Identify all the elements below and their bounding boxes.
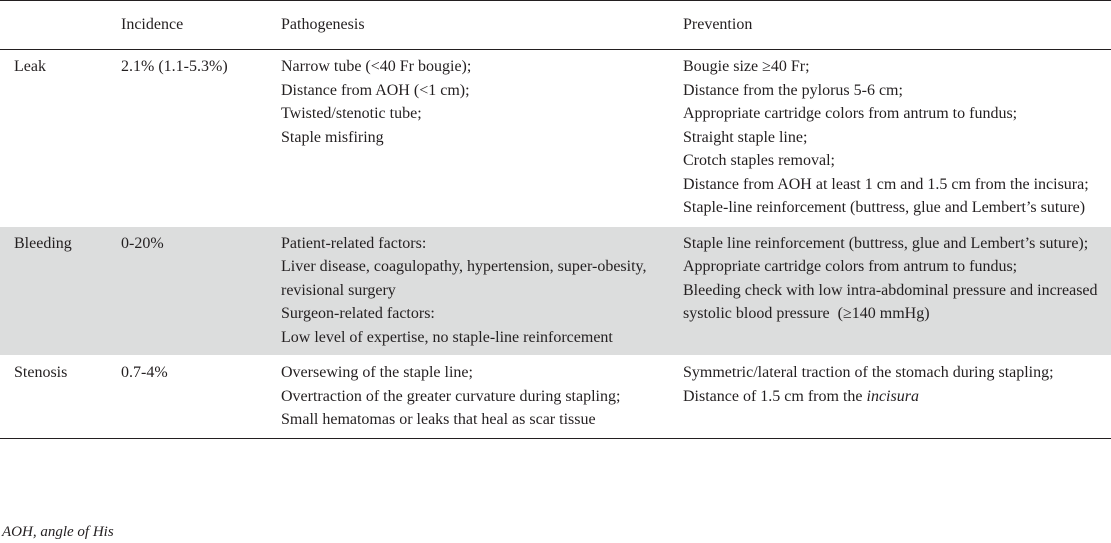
pathogenesis-cell: [267, 50, 669, 227]
prevention-line: Appropriate cartridge colors from antrum to fundus;: [683, 258, 1018, 275]
prevention-italic-term: incisura: [866, 387, 919, 405]
prevention-line: Bougie size ≥40 Fr;: [683, 58, 810, 75]
pathogenesis-line: Staple misfiring: [281, 128, 384, 146]
prevention-line: Crotch staples removal;: [683, 152, 835, 169]
incidence-cell: 2.1% (1.1-5.3%): [107, 50, 267, 227]
header-prevention: Prevention: [669, 1, 1111, 50]
prevention-text: Distance of 1.5 cm from the: [683, 387, 867, 405]
pathogenesis-line: Overtraction of the greater curvature during stapling;: [281, 387, 621, 405]
pathogenesis-line: Liver disease, coagulopathy, hypertension, super-obesity, revisional surgery: [281, 258, 647, 299]
pathogenesis-line: Oversewing of the staple line;: [281, 364, 473, 381]
prevention-line: Distance from AOH at least 1 cm and 1.5 cm from the incisura;: [683, 175, 1089, 193]
header-row: [0, 1, 1111, 50]
prevention-line: Bleeding check with low intra-abdominal pressure and increased systolic blood pressure (≥140 mmHg): [683, 281, 1098, 322]
table-row-leak: [0, 50, 1111, 227]
pathogenesis-line: Patient-related factors:: [281, 234, 427, 252]
prevention-cell: [669, 50, 1111, 227]
prevention-line: [683, 385, 1109, 409]
incidence-cell: 0.7-4%: [107, 356, 267, 439]
prevention-line: Appropriate cartridge colors from antrum to fundus;: [683, 105, 1018, 122]
prevention-cell: [669, 356, 1111, 439]
pathogenesis-line: Small hematomas or leaks that heal as scar tissue: [281, 411, 596, 428]
pathogenesis-line: Surgeon-related factors:: [281, 305, 435, 322]
header-pathogenesis: Pathogenesis: [267, 1, 669, 50]
table-header: [0, 1, 1111, 50]
header-blank: [0, 1, 107, 50]
prevention-line: Distance from the pylorus 5-6 cm;: [683, 81, 903, 99]
pathogenesis-line: Narrow tube (<40 Fr bougie);: [281, 58, 472, 75]
pathogenesis-line: Low level of expertise, no staple-line reinforcement: [281, 328, 613, 346]
table-row-stenosis: [0, 356, 1111, 439]
row-label: Bleeding: [0, 226, 107, 356]
pathogenesis-cell: [267, 356, 669, 439]
incidence-cell: 0-20%: [107, 226, 267, 356]
row-label: Leak: [0, 50, 107, 227]
prevention-cell: [669, 226, 1111, 356]
prevention-line: Staple line reinforcement (buttress, glue and Lembert’s suture);: [683, 234, 1089, 252]
table-footnote: AOH, angle of His: [2, 524, 114, 540]
header-incidence: Incidence: [107, 1, 267, 50]
prevention-line: Symmetric/lateral traction of the stomach during stapling;: [683, 364, 1054, 381]
prevention-line: Staple-line reinforcement (buttress, glue and Lembert’s suture): [683, 199, 1086, 216]
pathogenesis-line: Distance from AOH (<1 cm);: [281, 81, 470, 99]
pathogenesis-line: Twisted/stenotic tube;: [281, 105, 422, 122]
pathogenesis-cell: [267, 226, 669, 356]
prevention-line: Straight staple line;: [683, 128, 808, 146]
row-label: Stenosis: [0, 356, 107, 439]
table-row-bleeding: [0, 226, 1111, 356]
table-body: [0, 50, 1111, 439]
